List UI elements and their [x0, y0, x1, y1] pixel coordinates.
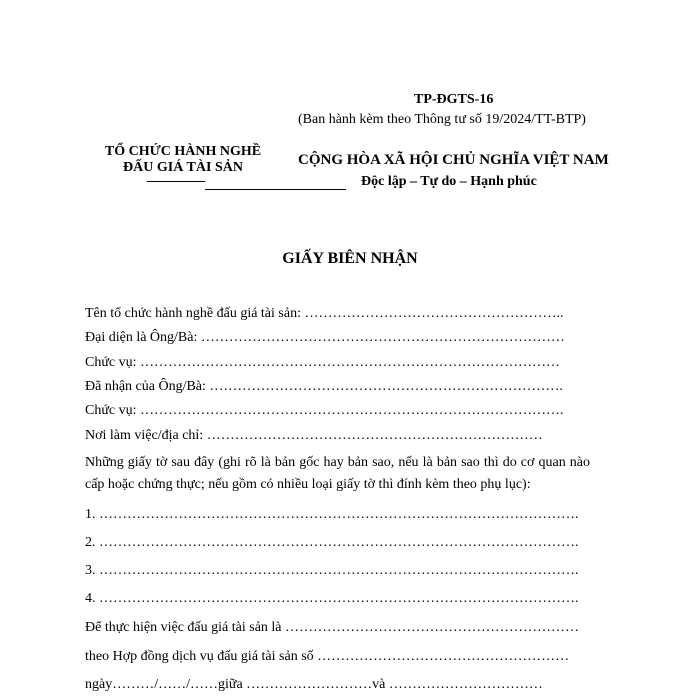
documents-intro: Những giấy tờ sau đây (ghi rõ là bản gốc hay bản sao, nếu là bản sao thì do cơ quan nào cấp hoặc chứng thực; nếu gồm có nhiều loại giấy tờ thì đính kèm theo phụ lục):	[85, 455, 590, 492]
document-title: GIẤY BIÊN NHẬN	[282, 250, 418, 267]
document-item-4: 4. ………………………………………………………………………………………….	[85, 591, 579, 606]
form-code: TP-ĐGTS-16	[414, 92, 494, 107]
document-item-3: 3. ………………………………………………………………………………………….	[85, 563, 579, 578]
national-title: CỘNG HÒA XÃ HỘI CHỦ NGHĨA VIỆT NAM	[298, 152, 609, 168]
purpose-line-3: ngày………/……/……giữa ………………………và ……………………………	[85, 677, 543, 692]
organization-underline	[147, 181, 205, 182]
organization-heading	[88, 144, 278, 176]
national-motto: Độc lập – Tự do – Hạnh phúc	[361, 174, 537, 189]
form-issuance-note: (Ban hành kèm theo Thông tư số 19/2024/TT-BTP)	[298, 112, 586, 127]
field-representative: Đại diện là Ông/Bà: ……………………………………………………………………	[85, 330, 565, 345]
document-item-2: 2. ………………………………………………………………………………………….	[85, 535, 579, 550]
purpose-line-2: theo Hợp đồng dịch vụ đấu giá tài sản số ………………………………………………	[85, 649, 570, 664]
document-item-1: 1. ………………………………………………………………………………………….	[85, 507, 579, 522]
organization-heading-line2: ĐẤU GIÁ TÀI SẢN	[123, 160, 243, 175]
organization-heading-line1: TỔ CHỨC HÀNH NGHỀ	[104, 144, 262, 159]
motto-underline	[205, 189, 346, 190]
field-workplace-address: Nơi làm việc/địa chỉ: ………………………………………………………………	[85, 428, 543, 443]
field-received-from: Đã nhận của Ông/Bà: ………………………………………………………………….	[85, 379, 563, 394]
purpose-line-1: Để thực hiện việc đấu giá tài sản là ………………………………………………………	[85, 620, 580, 635]
field-representative-position: Chức vụ: ………………………………………………………………………………	[85, 355, 561, 370]
field-organization-name: Tên tổ chức hành nghề đấu giá tài sản: ………………………………………………..	[85, 306, 564, 321]
field-received-from-position: Chức vụ: ……………………………………………………………………………….	[85, 403, 564, 418]
